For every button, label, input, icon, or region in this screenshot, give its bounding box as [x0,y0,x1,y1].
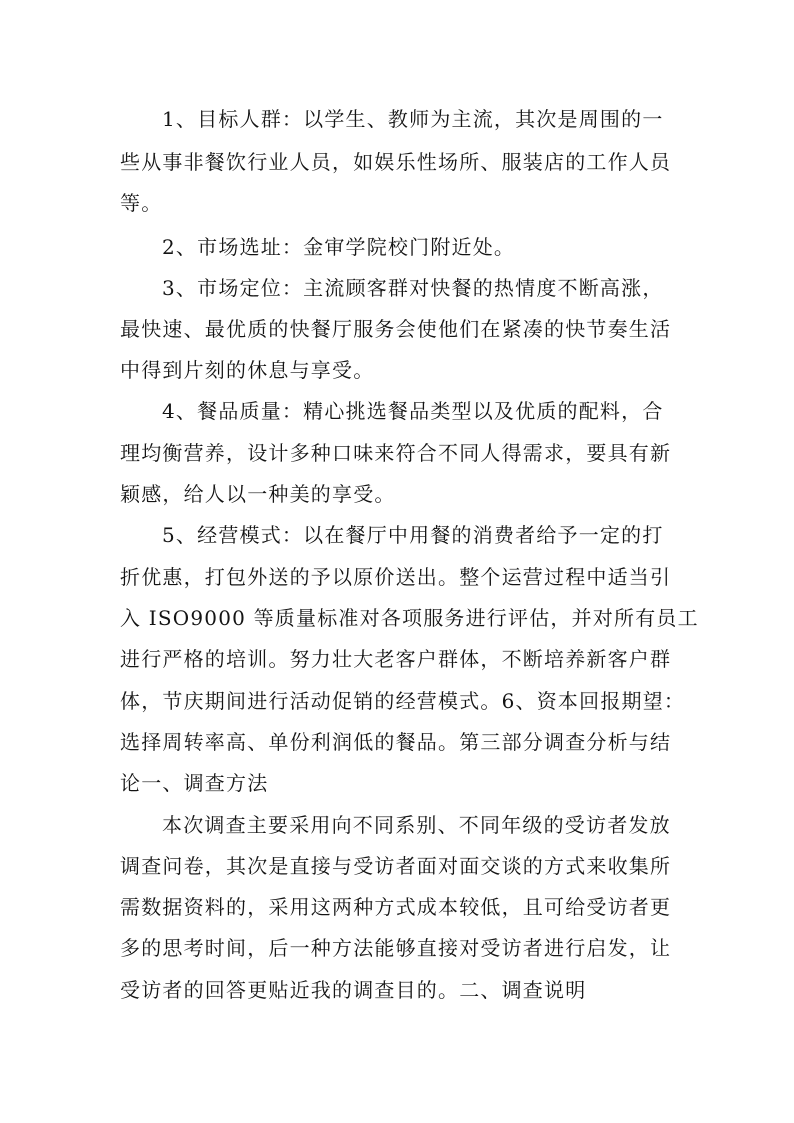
text-line: 进行严格的培训。努力壮大老客户群体，不断培养新客户群 [120,647,672,671]
text-line: 选择周转率高、单份利润低的餐品。第三部分调查分析与结 [120,730,672,754]
text-line: 3、市场定位：主流顾客群对快餐的热情度不断高涨， [162,276,664,300]
text-line: 等。 [120,191,163,215]
text-line: 体，节庆期间进行活动促销的经营模式。6、资本回报期望： [120,689,686,713]
text-line: 受访者的回答更贴近我的调查目的。二、调查说明 [120,978,587,1002]
text-line: 1、目标人群：以学生、教师为主流，其次是周围的一 [162,107,664,131]
text-line: 调查问卷，其次是直接与受访者面对面交谈的方式来收集所 [120,854,672,878]
text-line: 5、经营模式：以在餐厅中用餐的消费者给予一定的打 [162,523,664,547]
text-line: 折优惠，打包外送的予以原价送出。整个运营过程中适当引 [120,565,672,589]
text-line: 理均衡营养，设计多种口味来符合不同人得需求，要具有新 [120,441,672,465]
text-line: 些从事非餐饮行业人员，如娱乐性场所、服装店的工作人员 [120,150,672,174]
text-line: 2、市场选址：金审学院校门附近处。 [162,235,516,259]
text-line: 需数据资料的，采用这两种方式成本较低，且可给受访者更 [120,895,672,919]
text-line: 颖感，给人以一种美的享受。 [120,482,396,506]
text-line: 论一、调查方法 [120,771,269,795]
text-line: 4、餐品质量：精心挑选餐品类型以及优质的配料，合 [162,399,664,423]
text-line: 本次调查主要采用向不同系别、不同年级的受访者发放 [162,813,671,837]
text-line: 入 ISO9000 等质量标准对各项服务进行评估，并对所有员工 [120,606,699,630]
text-line: 多的思考时间，后一种方法能够直接对受访者进行启发，让 [120,936,672,960]
text-line: 中得到片刻的休息与享受。 [120,358,375,382]
text-line: 最快速、最优质的快餐厅服务会使他们在紧凑的快节奏生活 [120,317,672,341]
